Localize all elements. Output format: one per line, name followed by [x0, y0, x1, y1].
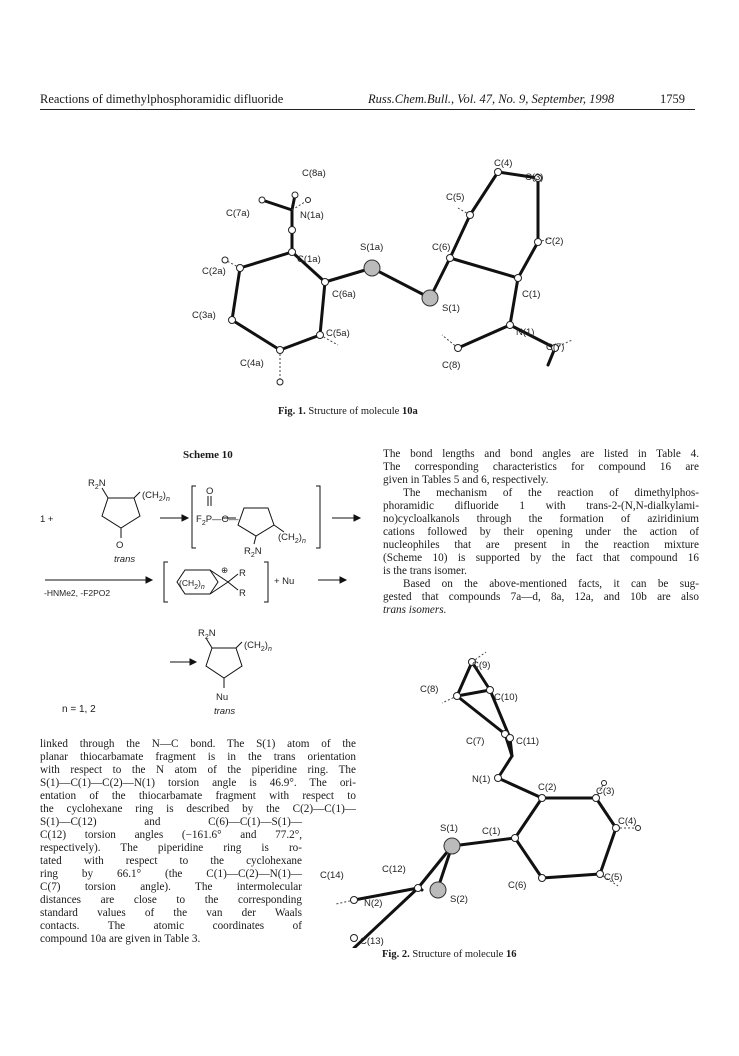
- right-column-text: [383, 448, 699, 617]
- figure-1-caption-prefix: Fig. 1.: [278, 406, 306, 417]
- scheme-reagent-prefix: 1 +: [40, 514, 54, 525]
- text-line: compound 10a are given in Table 3.: [40, 933, 201, 945]
- figure-2-caption-prefix: Fig. 2.: [382, 949, 410, 960]
- text-line: (Scheme 10) is supported by the fact that compound 16: [383, 552, 699, 564]
- atom-label-c9: C(9): [472, 660, 491, 671]
- atom-label-c2: C(2): [545, 236, 564, 247]
- svg-text:(CH2)n: $(CH_2)_n$: [179, 578, 205, 591]
- atom-label-c3: C(3): [525, 172, 544, 183]
- text-line: The mechanism of the reaction of dimethylphos-: [403, 487, 699, 499]
- text-line: linked through the N—C bond. The S(1) atom of the: [40, 738, 356, 750]
- atom-label-c6a: C(6a): [332, 289, 356, 300]
- atom-label-c5: C(5): [604, 872, 623, 883]
- atom-label-c6: C(6): [508, 880, 527, 891]
- atom-label-c5: C(5): [446, 192, 465, 203]
- text-line: S(1)—C(1)—C(2)—N(1) torsion angle is 46.9°. The ori-: [40, 777, 356, 789]
- atom-label-n1: N(1): [516, 327, 535, 338]
- text-line: ring by 66.1° (the C(1)—C(2)—N(1)—: [40, 868, 302, 880]
- atom-label-c4: C(4): [618, 816, 637, 827]
- text-line: no)cycloalkanols through the formation of aziridinium: [383, 513, 699, 525]
- svg-text:R2N: $R_2N$: [88, 478, 106, 491]
- svg-text:R2N: $R_2N$: [244, 546, 262, 559]
- text-line: gested that compounds 7a—d, 8a, 12a, and 10b are also: [383, 591, 699, 603]
- atom-label-c5a: C(5a): [326, 328, 350, 339]
- figure-1-caption: [278, 406, 418, 417]
- text-line: entation of the thiocarbamate fragment with respect to: [40, 790, 356, 802]
- text-line: tated with respect to the cyclohexane: [40, 855, 302, 867]
- atom-label-c4: C(4): [494, 158, 513, 169]
- atom-label-c1: C(1): [482, 826, 501, 837]
- figure-2-molecule-16: [300, 638, 700, 948]
- atom-label-c8: C(8): [420, 684, 439, 695]
- text-line: cations followed by their opening under the action of: [383, 526, 699, 538]
- text-line: planar thiocarbamate fragment is in the trans orientation: [40, 751, 356, 763]
- text-line: with respect to the N atom of the piperidine ring. The: [40, 764, 356, 776]
- atom-label-c4a: C(4a): [240, 358, 264, 369]
- left-column-text-narrow: [40, 816, 302, 946]
- text-line: contacts. The atomic coordinates of: [40, 920, 302, 932]
- text-line: distances are close to the corresponding: [40, 894, 302, 906]
- scheme-n-definition: n = 1, 2: [62, 704, 96, 715]
- atom-label-n1a: N(1a): [300, 210, 324, 221]
- svg-text:R: R: [239, 588, 246, 599]
- figure-1-caption-compound: 10a: [401, 406, 418, 417]
- svg-text:R: R: [239, 568, 246, 579]
- text-line: The corresponding characteristics for compound 16 are: [383, 461, 699, 473]
- svg-text:R2N: $R_2N$: [198, 628, 216, 641]
- text-line: C(12) torsion angles (−161.6° and 77.2°,: [40, 829, 302, 841]
- atom-label-c2a: C(2a): [202, 266, 226, 277]
- text-line: is the trans isomer.: [383, 565, 467, 577]
- header-rule: [40, 109, 695, 110]
- atom-label-c13: C(13): [360, 936, 384, 947]
- atom-label-c12: C(12): [382, 864, 406, 875]
- scheme-label-trans-product: trans: [214, 706, 236, 717]
- text-line: The bond lengths and bond angles are listed in Table 4.: [383, 448, 699, 460]
- svg-text:(CH2)n: $(CH_2)_n$: [142, 490, 170, 503]
- atom-label-c7: C(7): [546, 342, 565, 353]
- svg-text:(CH2)n: $(CH_2)_n$: [244, 640, 272, 653]
- atom-label-c6: C(6): [432, 242, 451, 253]
- atom-label-s1a: S(1a): [360, 242, 384, 253]
- svg-text:O: O: [116, 540, 124, 551]
- figure-1-molecule-10a: [180, 150, 580, 410]
- atom-label-s1: S(1): [440, 823, 458, 834]
- atom-label-c3: C(3): [596, 786, 615, 797]
- scheme-10-title: Scheme 10: [183, 449, 233, 461]
- atom-label-c8a: C(8a): [302, 168, 326, 179]
- running-header-title: Reactions of dimethylphosphoramidic difluoride: [40, 92, 284, 106]
- text-line: given in Tables 5 and 6, respectively.: [383, 474, 549, 486]
- text-line: the cyclohexane ring is described by the C(2)—C(1)—: [40, 803, 356, 815]
- atom-label-c3a: C(3a): [192, 310, 216, 321]
- atom-label-c1a: C(1a): [297, 254, 321, 265]
- scheme-reagents: -HNMe2, -F2PO2: [44, 588, 111, 598]
- atom-label-n1: N(1): [472, 774, 491, 785]
- atom-label-c7: C(7): [466, 736, 485, 747]
- figure-2-caption: [382, 949, 516, 960]
- text-line: phoramidic difluoride 1 with trans-2-(N,N-dialkylami-: [383, 500, 699, 512]
- figure-1-caption-text: Structure of molecule: [308, 406, 400, 417]
- text-line: S(1)—C(12) and C(6)—C(1)—S(1)—: [40, 816, 302, 828]
- svg-text:F2P—O—: $F_2P—O—$: [196, 514, 239, 527]
- svg-text:Nu: Nu: [216, 692, 229, 703]
- text-line: Based on the above-mentioned facts, it can be sug-: [403, 578, 699, 590]
- atom-label-c8: C(8): [442, 360, 461, 371]
- atom-label-c2: C(2): [538, 782, 557, 793]
- atom-label-n2: N(2): [364, 898, 383, 909]
- svg-text:⊕: ⊕: [221, 565, 229, 575]
- svg-text:O: O: [206, 486, 214, 497]
- scheme-plus-nu: + Nu: [274, 576, 295, 587]
- figure-2-caption-compound: 16: [505, 949, 517, 960]
- atom-label-c10: C(10): [494, 692, 518, 703]
- svg-text:(CH2)n: $(CH_2)_n$: [278, 532, 306, 545]
- atom-label-c14: C(14): [320, 870, 344, 881]
- scheme-label-trans: trans: [114, 554, 136, 565]
- text-line: nucleophiles that are present in the reaction mixture: [383, 539, 699, 551]
- text-line: C(7) torsion angle). The intermolecular: [40, 881, 302, 893]
- page-number: 1759: [660, 92, 685, 106]
- figure-2-caption-text: Structure of molecule: [412, 949, 504, 960]
- atom-label-s2: S(2): [450, 894, 468, 905]
- text-line: respectively). The piperidine ring is ro-: [40, 842, 302, 854]
- journal-citation: Russ.Chem.Bull., Vol. 47, No. 9, September, 1998: [368, 92, 615, 106]
- text-line: trans isomers.: [383, 604, 447, 616]
- atom-label-c7a: C(7a): [226, 208, 250, 219]
- text-line: standard values of the van der Waals: [40, 907, 302, 919]
- atom-label-c1: C(1): [522, 289, 541, 300]
- atom-label-c11: C(11): [516, 736, 540, 747]
- atom-label-s1: S(1): [442, 303, 460, 314]
